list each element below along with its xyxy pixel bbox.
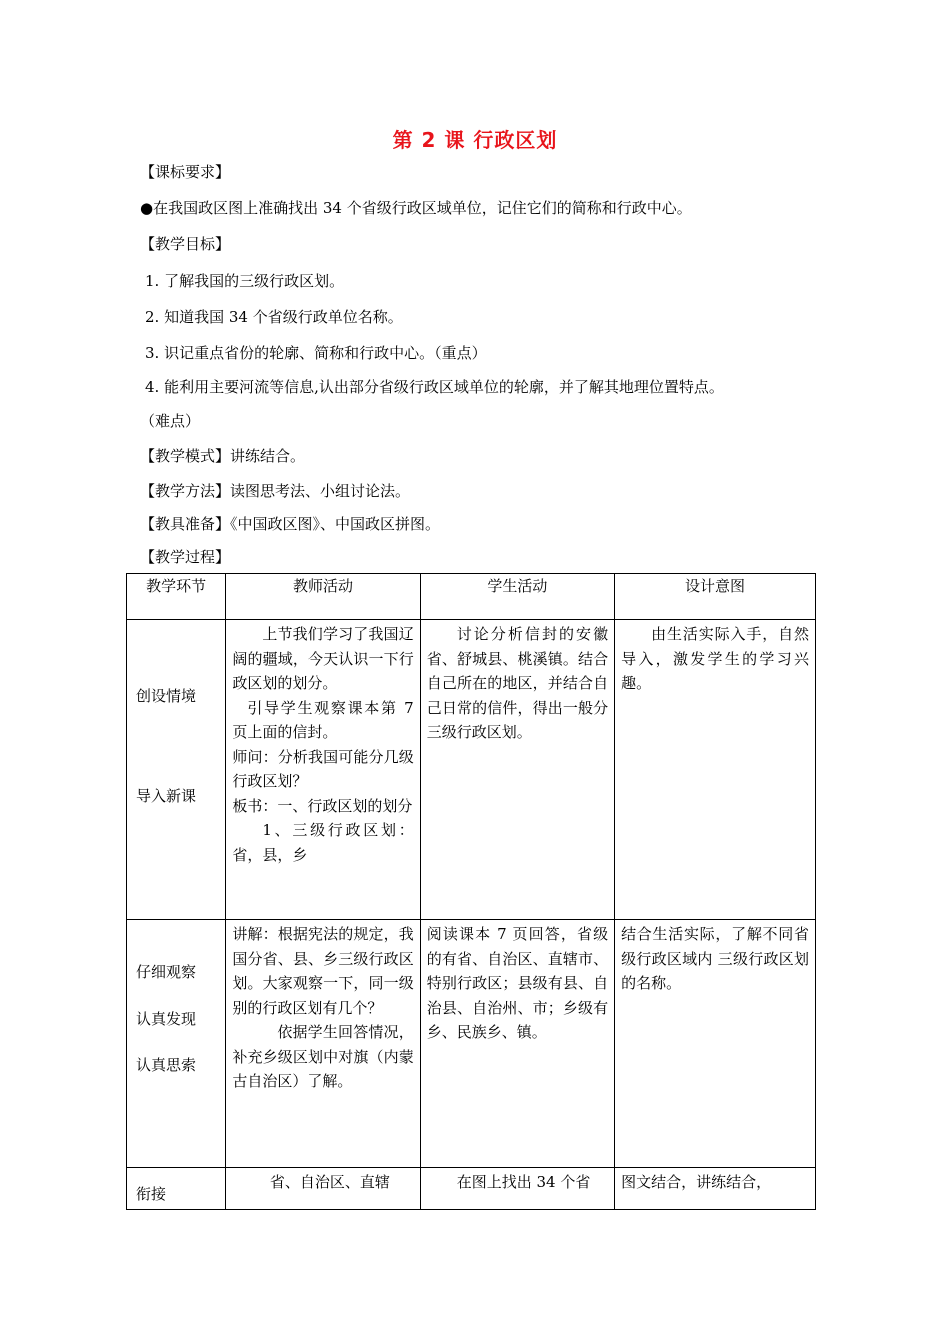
intent-text: 图文结合，讲练结合， — [621, 1173, 772, 1191]
student-activity-cell — [420, 1168, 614, 1210]
stage-cell — [127, 620, 226, 920]
goal-4: 4. 能利用主要河流等信息,认出部分省级行政区域单位的轮廓，并了解其地理位置特点。 — [145, 378, 724, 396]
stage-label: 创设情境 — [136, 687, 197, 705]
design-intent-cell — [615, 620, 816, 920]
teacher-text: 省、自治区、直辖 — [269, 1173, 390, 1191]
student-activity-cell — [420, 620, 614, 920]
teacher-activity-cell — [226, 620, 420, 920]
table-row — [127, 1168, 816, 1210]
teacher-text: 讲解：根据宪法的规定，我国分省、县、乡三级行政区划。大家观察一下，同一级别的行政区划有几个？ — [232, 925, 414, 1017]
process-label: 【教学过程】 — [140, 548, 231, 566]
stage-cell — [127, 920, 226, 1168]
table-row — [127, 920, 816, 1168]
teaching-process-table — [126, 573, 816, 1210]
teacher-activity-cell — [226, 1168, 420, 1210]
teaching-method: 【教学方法】读图思考法、小组讨论法。 — [140, 482, 411, 500]
stage-label: 认真发现 — [136, 1009, 197, 1028]
stage-label: 认真思索 — [136, 1056, 197, 1074]
teacher-activity-cell — [226, 920, 420, 1168]
stage-label: 衔接 — [136, 1185, 167, 1203]
student-text: 在图上找出 34 个省 — [456, 1173, 591, 1191]
design-intent-cell — [615, 920, 816, 1168]
stage-label: 仔细观察 — [136, 963, 197, 981]
student-text: 讨论分析信封的安徽省、舒城县、桃溪镇。结合自己所在的地区，并结合自己日常的信件，得出一般分三级行政区划。 — [426, 625, 609, 741]
student-text: 阅读课本 7 页回答，省级的有省、自治区、直辖市、特别行政区；县级有县、自治县、自治州、市；乡级有乡、民族乡、镇。 — [426, 925, 609, 1041]
header-intent: 设计意图 — [615, 574, 816, 620]
teacher-text: 引导学生观察课本第 7 页上面的信封。 — [232, 698, 414, 741]
intent-text: 由生活实际入手，自然导入，激发学生的学习兴趣。 — [621, 625, 809, 692]
header-student: 学生活动 — [420, 574, 614, 620]
header-stage: 教学环节 — [127, 574, 226, 620]
student-activity-cell — [420, 920, 614, 1168]
goal-2: 2. 知道我国 34 个省级行政单位名称。 — [145, 308, 403, 326]
design-intent-cell — [615, 1168, 816, 1210]
lesson-title: 第 2 课 行政区划 — [392, 128, 558, 152]
stage-cell — [127, 1168, 226, 1210]
intent-text: 结合生活实际，了解不同省级行政区域内 三级行政区划的名称。 — [621, 925, 809, 992]
header-teacher: 教师活动 — [226, 574, 420, 620]
teacher-text: 1、三级行政区划：省，县，乡 — [232, 821, 414, 864]
teacher-text: 依据学生回答情况，补充乡级区划中对旗（内蒙古自治区）了解。 — [232, 1023, 414, 1090]
table-header-row — [127, 574, 816, 620]
teacher-text: 上节我们学习了我国辽阔的疆域，今天认识一下行政区划的划分。 — [232, 625, 414, 692]
goal-3: 3. 识记重点省份的轮廓、简称和行政中心。（重点） — [145, 344, 487, 362]
teaching-tools: 【教具准备】《中国政区图》、中国政区拼图。 — [140, 515, 441, 533]
goals-label: 【教学目标】 — [140, 235, 231, 253]
teacher-text: 板书：一、行政区划的划分 — [232, 796, 413, 815]
goal-4-note: （难点） — [140, 412, 201, 430]
table-row — [127, 620, 816, 920]
standard-text: ●在我国政区图上准确找出 34 个省级行政区域单位，记住它们的简称和行政中心。 — [140, 199, 692, 217]
goal-1: 1. 了解我国的三级行政区划。 — [145, 272, 345, 290]
stage-label: 导入新课 — [136, 786, 197, 805]
teaching-mode: 【教学模式】讲练结合。 — [140, 447, 306, 465]
standard-label: 【课标要求】 — [140, 163, 231, 181]
teacher-text: 师问：分析我国可能分几级行政区划？ — [232, 747, 414, 790]
